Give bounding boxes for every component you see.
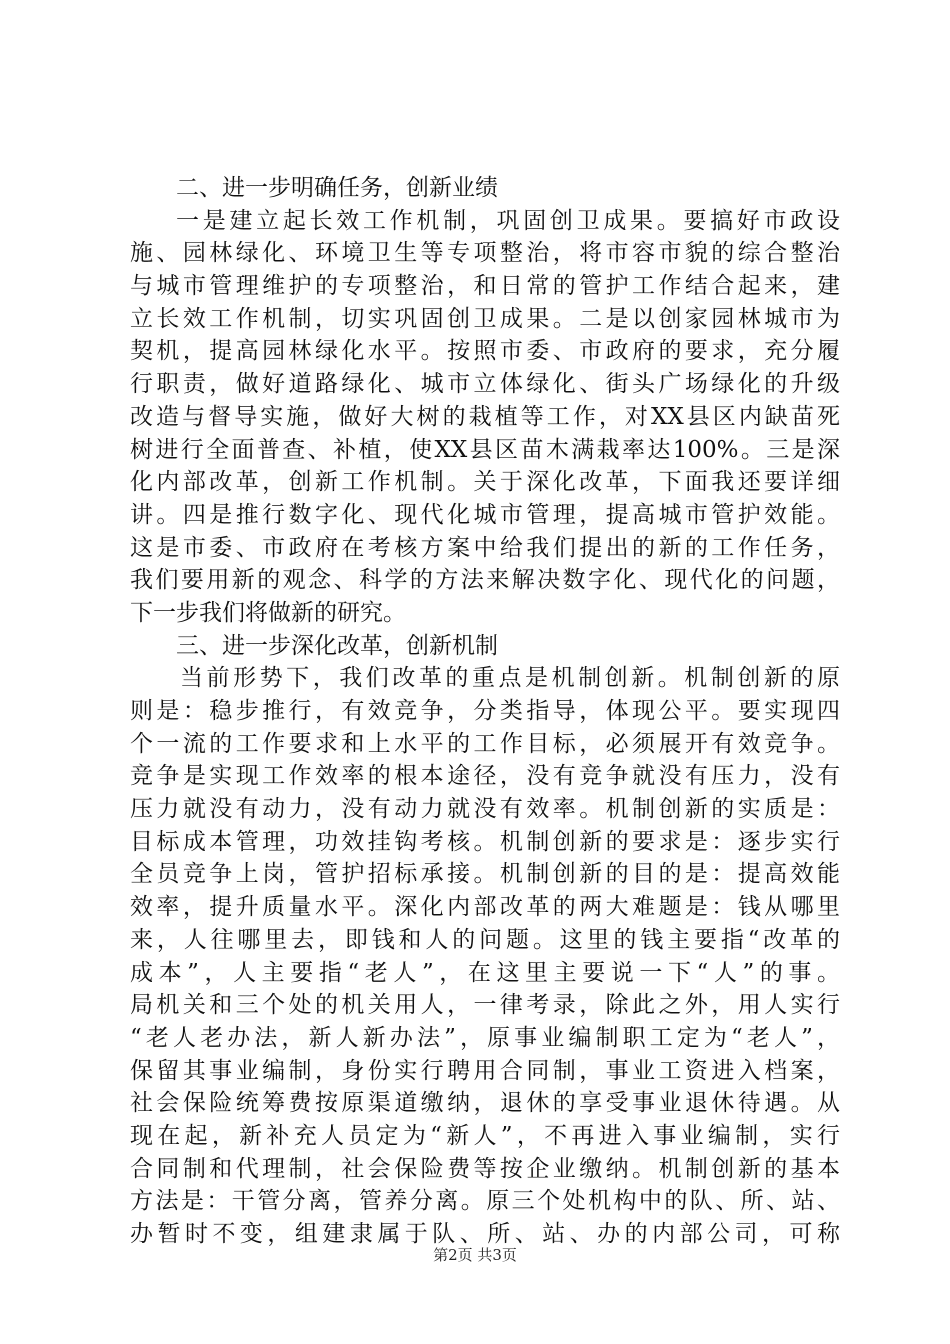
paragraph-line: 合同制和代理制，社会保险费等按企业缴纳。机制创新的基本: [130, 1155, 840, 1182]
paragraph-line: 一是建立起长效工作机制，巩固创卫成果。要搞好市政设: [176, 207, 840, 234]
paragraph-line: 目标成本管理，功效挂钩考核。机制创新的要求是：逐步实行: [130, 828, 840, 855]
paragraph-line: 化内部改革，创新工作机制。关于深化改革，下面我还要详细: [130, 469, 840, 496]
paragraph-line: 个一流的工作要求和上水平的工作目标，必须展开有效竞争。: [130, 730, 840, 757]
paragraph-line: 与城市管理维护的专项整治，和日常的管护工作结合起来，建: [130, 273, 840, 300]
section-heading: 二、进一步明确任务，创新业绩: [176, 175, 498, 201]
page-footer: 第2页 共3页: [433, 1246, 517, 1264]
paragraph-line: “老人老办法，新人新办法”，原事业编制职工定为“老人”，: [130, 1024, 840, 1051]
paragraph-line: 改造与督导实施，做好大树的栽植等工作，对XX县区内缺苗死: [130, 403, 840, 430]
paragraph-line: 这是市委、市政府在考核方案中给我们提出的新的工作任务，: [130, 534, 840, 561]
paragraph-line: 施、园林绿化、环境卫生等专项整治，将市容市貌的综合整治: [130, 240, 840, 267]
paragraph-line: 现在起，新补充人员定为“新人”，不再进入事业编制，实行: [130, 1122, 840, 1149]
paragraph-line: 当前形势下，我们改革的重点是机制创新。机制创新的原: [180, 665, 840, 692]
paragraph-line: 讲。四是推行数字化、现代化城市管理，提高城市管护效能。: [130, 501, 840, 528]
paragraph-line: 树进行全面普查、补植，使XX县区苗木满栽率达100%。三是深: [130, 436, 840, 463]
paragraph-line: 我们要用新的观念、科学的方法来解决数字化、现代化的问题，: [130, 567, 840, 594]
paragraph-line: 局机关和三个处的机关用人，一律考录，除此之外，用人实行: [130, 992, 840, 1019]
paragraph-line: 竞争是实现工作效率的根本途径，没有竞争就没有压力，没有: [130, 763, 840, 790]
paragraph-line: 压力就没有动力，没有动力就没有效率。机制创新的实质是：: [130, 796, 840, 823]
paragraph-line: 办暂时不变，组建隶属于队、所、站、办的内部公司，可称: [130, 1221, 840, 1247]
paragraph-line: 全员竞争上岗，管护招标承接。机制创新的目的是：提高效能: [130, 861, 840, 888]
paragraph-line: 方法是：干管分离，管养分离。原三个处机构中的队、所、站、: [130, 1188, 840, 1215]
paragraph-line: 立长效工作机制，切实巩固创卫成果。二是以创家园林城市为: [130, 305, 840, 332]
paragraph-line: 则是：稳步推行，有效竞争，分类指导，体现公平。要实现四: [130, 698, 840, 724]
paragraph-line: 契机，提高园林绿化水平。按照市委、市政府的要求，充分履: [130, 338, 840, 365]
paragraph-line: 行职责，做好道路绿化、城市立体绿化、街头广场绿化的升级: [130, 371, 840, 398]
paragraph-line: 效率，提升质量水平。深化内部改革的两大难题是：钱从哪里: [130, 894, 840, 921]
paragraph-line: 下一步我们将做新的研究。: [130, 599, 406, 626]
paragraph-line: 社会保险统筹费按原渠道缴纳，退休的享受事业退休待遇。从: [130, 1090, 840, 1117]
section-heading: 三、进一步深化改革，创新机制: [176, 632, 498, 659]
paragraph-line: 成本”，人主要指“老人”，在这里主要说一下“人”的事。: [130, 959, 840, 986]
document-body: [130, 172, 840, 1251]
paragraph-line: 来，人往哪里去，即钱和人的问题。这里的钱主要指“改革的: [130, 926, 840, 953]
paragraph-line: 保留其事业编制，身份实行聘用合同制，事业工资进入档案，: [130, 1057, 840, 1084]
